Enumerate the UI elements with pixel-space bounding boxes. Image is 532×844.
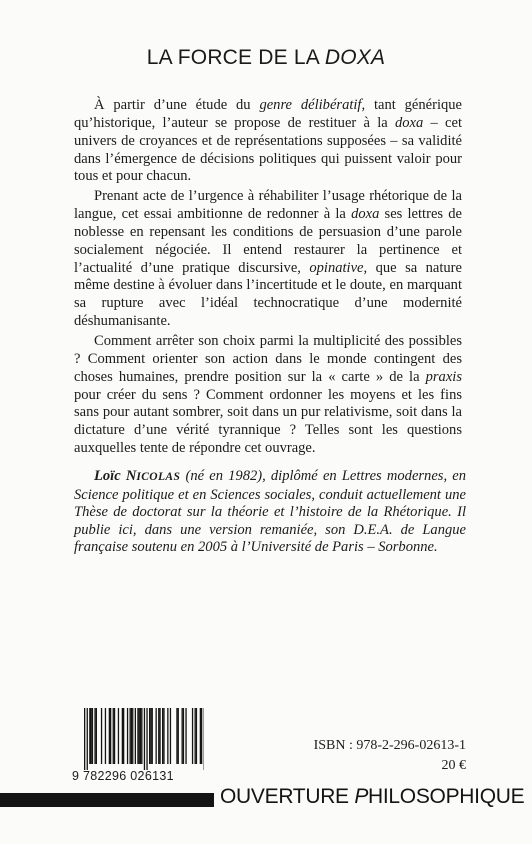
blurb-text: [74, 97, 462, 460]
barcode-bar: [159, 708, 160, 764]
isbn: ISBN : 978-2-296-02613-1: [313, 738, 466, 753]
barcode-bar: [135, 708, 136, 764]
barcode-bar: [92, 708, 93, 764]
barcode-bar: [84, 708, 85, 770]
blurb-run: pour créer du sens ? Comment ordonner les moyens et les fins sans pour autant sombrer, soit dans un pur relativisme, soit dans la dictature d’une vérité tyrannique ? Telles sont les questions auxquelles tente de répondre cet ouvrage.: [74, 386, 462, 457]
barcode-bar: [110, 708, 111, 764]
barcode-bar: [146, 708, 147, 770]
blurb-run: À partir d’une étude du: [94, 97, 260, 113]
collection-part2-initial: P: [354, 785, 369, 808]
blurb-run: ses lettres de noblesse en repensant les conditions de persuasion d’une parole socialement négociée. Il entend restaurer la pertinence et l’actualité d’une pratique discursive,: [74, 206, 462, 276]
barcode-bar: [195, 708, 196, 764]
author-last-rest: ICOLAS: [136, 471, 181, 483]
collection-name: [220, 785, 526, 809]
blurb-run: Prenant acte de l’urgence à réhabiliter l’usage rhétorique de la langue, cet essai ambitionne de redonner à la: [74, 188, 462, 223]
author-bio-text: (né en 1982), diplômé en Lettres modernes, en Science politique et en Sciences sociales, conduit actuellement une Thèse de doctorat sur la théorie et l’histoire de la Rhétorique. Il publie ici, dans une version remaniée, son D.E.A. de Langue française soutenu en 2005 à l’Université de Paris – Sorbonne.: [74, 468, 466, 556]
barcode-bar: [158, 708, 159, 764]
barcode-bar: [183, 708, 184, 764]
barcode-bar: [94, 708, 95, 764]
author-first-name: Loïc: [94, 468, 126, 484]
blurb-italic-run: praxis: [425, 368, 462, 385]
barcode-digits: 9 782296 026131: [72, 769, 174, 783]
barcode-bar: [123, 708, 124, 764]
price: 20 €: [441, 758, 466, 773]
barcode-bar: [178, 708, 179, 764]
barcode-bar: [192, 708, 193, 764]
author-bio: [74, 468, 466, 557]
barcode-bar: [101, 708, 102, 764]
barcode-bar: [182, 708, 183, 764]
blurb-run: tant générique qu’historique, l’auteur se propose de restituer à la: [74, 97, 462, 131]
blurb-italic-run: doxa: [394, 114, 424, 131]
author-name: [94, 468, 180, 484]
blurb-run: Comment arrêter son choix parmi la multiplicité des possibles ? Comment orienter son action dans le monde contingent des choses humaines, prendre position sur la « carte » de la: [74, 332, 462, 385]
blurb-italic-run: opinative,: [309, 259, 368, 276]
barcode-bar: [109, 708, 110, 764]
barcode-bar: [139, 708, 140, 764]
barcode-bar: [196, 708, 197, 764]
barcode-bar: [156, 708, 157, 764]
barcode: [72, 708, 204, 786]
barcode-bar: [201, 708, 202, 764]
barcode-bar: [140, 708, 141, 764]
barcode-bar: [96, 708, 97, 764]
barcode-bar: [144, 708, 145, 770]
barcode-bar: [163, 708, 164, 764]
barcode-bar: [137, 708, 138, 764]
collection-part1: OUVERTURE: [220, 785, 355, 808]
barcode-bar: [131, 708, 132, 764]
blurb-italic-run: doxa: [351, 206, 380, 223]
book-title-main: LA FORCE DE LA: [146, 46, 325, 69]
barcode-bar: [170, 708, 171, 764]
blurb-run: que sa nature même destine à évoluer dans l’incertitude et le doute, en marquant sa rupture avec l’idéal technocratique d’une modernité déshumanisante.: [74, 259, 462, 330]
blurb-run: – cet univers de croyances et de représentations supposées – sa validité dans l’émergence de décisions politiques qui puissent valoir pour tous et pour chacun.: [74, 114, 462, 185]
barcode-bar: [149, 708, 150, 764]
barcode-bar: [127, 708, 128, 764]
barcode-bar: [118, 708, 119, 764]
barcode-bars: [72, 708, 204, 770]
barcode-bar: [167, 708, 168, 764]
barcode-bar: [89, 708, 90, 764]
blurb-paragraph: [74, 188, 462, 331]
barcode-bar: [152, 708, 153, 764]
book-title-emphasis: DOXA: [324, 46, 386, 69]
barcode-bar: [132, 708, 133, 764]
barcode-bar: [141, 708, 142, 764]
barcode-bar: [185, 708, 186, 764]
blurb-paragraph: [74, 97, 462, 186]
book-title: [0, 46, 532, 70]
barcode-bar: [105, 708, 106, 764]
barcode-bar: [200, 708, 201, 764]
barcode-bar: [150, 708, 151, 764]
blurb-paragraph: [74, 333, 462, 458]
barcode-bar: [162, 708, 163, 764]
author-bio-paragraph: [74, 468, 466, 557]
barcode-bar: [176, 708, 177, 764]
barcode-bar: [113, 708, 114, 764]
collection-part2-rest: HILOSOPHIQUE: [368, 785, 525, 808]
barcode-bar: [122, 708, 123, 764]
barcode-bar: [130, 708, 131, 764]
author-last-initial: N: [125, 468, 137, 484]
blurb-italic-run: genre délibératif,: [259, 97, 366, 113]
collection-bar: [0, 793, 214, 807]
barcode-bar: [91, 708, 92, 764]
barcode-bar: [87, 708, 88, 770]
barcode-bar: [114, 708, 115, 764]
